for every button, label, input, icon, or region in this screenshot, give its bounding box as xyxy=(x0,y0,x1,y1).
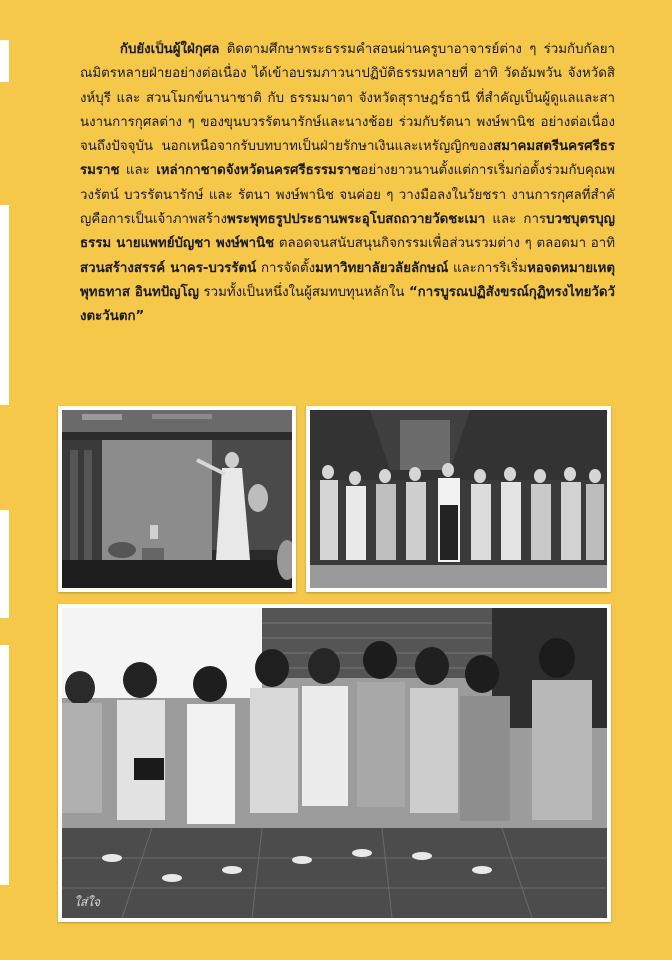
biography-paragraph xyxy=(80,38,615,330)
bold-phrase: พระพุทธรูปประธานพระอุโบสถถวายวัดชะเมา xyxy=(226,212,486,228)
text-run: และการริเริ่ม xyxy=(448,260,528,276)
side-tab xyxy=(0,205,9,405)
photo-signature: ใส่ใจ xyxy=(74,895,101,909)
bold-phrase: บวชบุตรบุญธรรม นายแพทย์บัญชา พงษ์พานิช xyxy=(80,212,615,252)
bold-phrase: สมาคมสตรีนครศรีธรรมราช xyxy=(80,139,615,179)
text-run: อย่างยาวนานตั้งแต่การเริ่มก่อตั้งร่วมกับคุณพวงรัตน์ บวรรัตนารักษ์ และ รัตนา พงษ์พานิช จนค่อย ๆ วางมือลงในวัยชรา งานการกุศลที่สำคัญคือการเป็นเจ้าภาพสร้าง xyxy=(80,163,615,228)
text-run: การจัดตั้ง xyxy=(256,260,316,276)
women-seated-on-bench-photo xyxy=(58,604,611,922)
bold-phrase: หอจดหมายเหตุพุทธทาส อินทปัญโญ xyxy=(80,260,615,300)
side-tab xyxy=(0,510,9,618)
bold-phrase: สวนสร้างสรรค์ นาคร-บวรรัตน์ xyxy=(80,260,257,276)
dancer-on-stage-photo xyxy=(58,406,296,592)
dancer-photo-image xyxy=(62,410,292,588)
women-photo-image xyxy=(62,608,607,918)
text-run: ติดตามศึกษาพระธรรมคำสอนผ่านครูบาอาจารย์ต่าง ๆ ร่วมกับกัลยาณมิตรหลายฝ่ายอย่างต่อเนื่อง ได้เข้าอบรมภาวนาปฏิบัติธรรมหลายที่ อาทิ วัดอัมพวัน จังหวัดสิงห์บุรี และ สวนโมกข์นานาชาติ กับ ธรรมมาตา จังหวัดสุราษฎร์ธานี ที่สำคัญเป็นผู้ดูแลและสานงานการกุศลต่าง ๆ ของขุนบวรรัตนารักษ์และนางช้อย ร่วมกับรัตนา พงษ์พานิช อย่างต่อเนื่องจนถึงปัจจุบัน นอกเหนือจากรับบทบาทเป็นฝ่ายรักษาเงินและเหรัญญิกของ xyxy=(80,42,615,155)
bold-phrase: เหล่ากาชาดจังหวัดนครศรีธรรมราช xyxy=(156,163,361,179)
bold-phrase: มหาวิทยาลัยวลัยลักษณ์ xyxy=(315,260,449,276)
bold-phrase: กับยังเป็นผู้ใฝ่กุศล xyxy=(119,42,220,57)
text-run: รวมทั้งเป็นหนึ่งในผู้สมทบทุนหลักใน xyxy=(199,284,409,300)
side-tab xyxy=(0,40,9,82)
group-in-traditional-dress-photo xyxy=(306,406,611,592)
group-photo-image xyxy=(310,410,607,588)
text-run: และ xyxy=(119,163,157,179)
bold-phrase: “การบูรณปฏิสังขรณ์กุฏิทรงไทยวัดวังตะวันตก” xyxy=(80,284,615,325)
text-run: ตลอดจนสนับสนุนกิจกรรมเพื่อส่วนรวมต่าง ๆ ตลอดมา อาทิ xyxy=(274,236,615,252)
text-run: และ การ xyxy=(485,212,547,228)
side-tab xyxy=(0,645,9,885)
